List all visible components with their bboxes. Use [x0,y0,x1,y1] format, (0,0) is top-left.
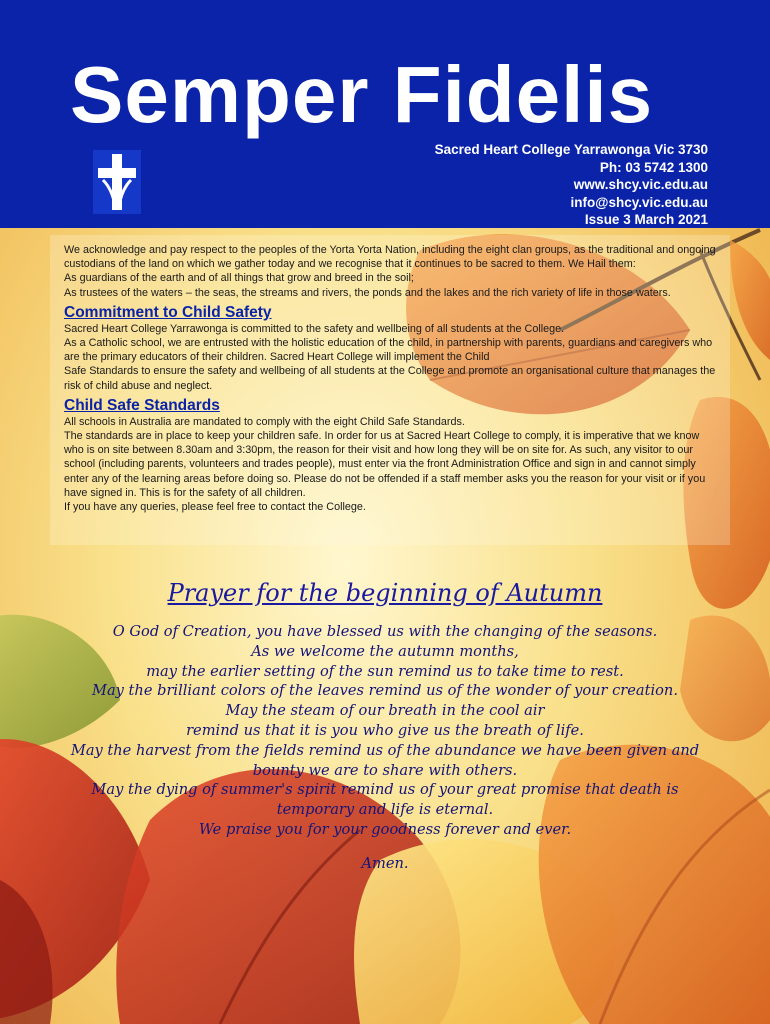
prayer-line: may the earlier setting of the sun remind us to take time to rest. [146,662,624,680]
prayer-line: May the dying of summer's spirit remind us of your great promise that death is [91,781,679,799]
main-content [64,243,716,514]
prayer-line: May the harvest from the fields remind us of the abundance we have been given and [70,741,700,759]
autumn-prayer [70,576,700,874]
website-link[interactable]: www.shcy.vic.edu.au [573,177,708,193]
prayer-line: We praise you for your goodness forever and ever. [198,820,572,838]
child-safety-paragraph: As a Catholic school, we are entrusted with the holistic education of the child, in partnership with parents, guardians and caregivers who are the primary educators of their children. Sacred Heart College will implement the Child [64,337,713,364]
prayer-line: May the brilliant colors of the leaves remind us of the wonder of your creation. [92,682,678,700]
phone-number: Ph: 03 5742 1300 [599,159,708,175]
standards-paragraph: If you have any queries, please feel free to contact the College. [64,501,366,514]
prayer-line: O God of Creation, you have blessed us with the changing of the seasons. [112,623,658,640]
prayer-line: temporary and life is eternal. [276,801,494,819]
contact-details [435,141,708,229]
prayer-line: As we welcome the autumn months, [251,642,519,660]
prayer-line: remind us that it is you who give us the breath of life. [186,721,584,739]
standards-paragraph: All schools in Australia are mandated to comply with the eight Child Safe Standards. [64,415,465,428]
prayer-line: May the steam of our breath in the cool air [225,702,545,720]
cross-emblem-icon [93,150,141,214]
child-safe-standards-section [64,415,716,514]
child-safe-standards-heading: Child Safe Standards [64,396,220,414]
prayer-line: bounty we are to share with others. [252,761,518,779]
child-safety-paragraph: Sacred Heart College Yarrawonga is committed to the safety and wellbeing of all students at the College. [64,322,565,335]
acknowledgement-paragraph: We acknowledge and pay respect to the peoples of the Yorta Yorta Nation, including the eight clan groups, as the traditional and ongoing custodians of the land on which we gather today and we recognise that it continues to be sacred to them. We Hail them: [64,244,716,271]
school-address: Sacred Heart College Yarrawonga Vic 3730 [434,142,708,157]
standards-paragraph: The standards are in place to keep your children safe. In order for us at Sacred Heart College to comply, it is imperative that we know who is on site between 8.30am and 3:30pm, the reason for their visit and how long they will be on site for. As such, any visitor to our school (including parents, volunteers and trades people), must enter via the front Administration Office and sign in and cannot simply enter any of the learning areas before doing so. Please do not be offended if a staff member asks you the reason for your visit or if you have signed in. This is for the safety of all children. [64,430,706,499]
email-link[interactable]: info@shcy.vic.edu.au [570,194,708,210]
prayer-title: Prayer for the beginning of Autumn [167,579,603,607]
newsletter-title: Semper Fidelis [70,50,654,139]
acknowledgement-line: As guardians of the earth and of all things that grow and breed in the soil; [64,272,414,285]
issue-date: Issue 3 March 2021 [584,212,708,228]
prayer-closing: Amen. [361,854,409,872]
acknowledgement-line: As trustees of the waters – the seas, the streams and rivers, the ponds and the lakes and the rich variety of life in those waters. [64,286,671,299]
child-safety-heading: Commitment to Child Safety [64,303,272,321]
child-safety-paragraph: Safe Standards to ensure the safety and wellbeing of all students at the College and promote an organisational culture that manages the risk of child abuse and neglect. [64,365,716,392]
masthead-banner [0,0,770,228]
acknowledgement-of-country [64,243,716,300]
child-safety-section [64,322,716,393]
